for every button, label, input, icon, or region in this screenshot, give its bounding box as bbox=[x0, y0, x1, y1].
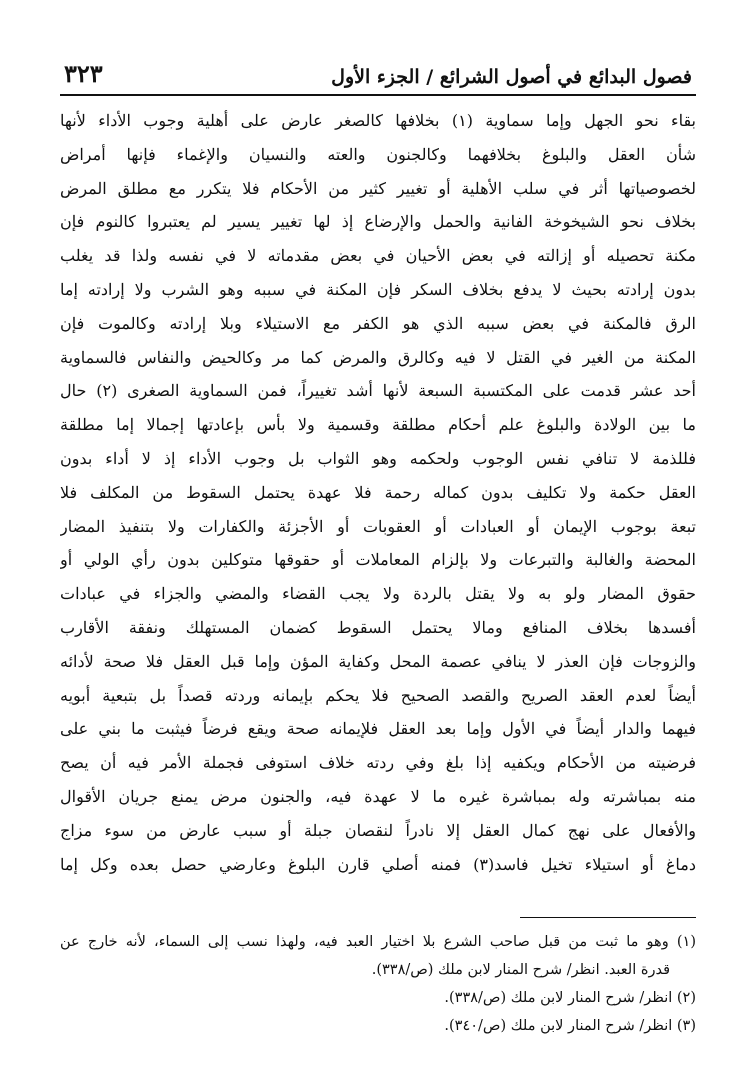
footnote-line: قدرة العبد. انظر/ شرح المنار لابن ملك (ص/٣٣٨). bbox=[371, 962, 670, 979]
page-number: ٣٢٣ bbox=[64, 59, 103, 88]
text-line: المكنة من الغير في القتل لا فيه وكالرق والمرض كما مر وكالحيض والنفاس فالسماوية bbox=[60, 347, 696, 367]
running-header-title: فصول البدائع في أصول الشرائع / الجزء الأول bbox=[331, 66, 692, 88]
text-line: المحضة والغالبة والتبرعات ولا بإلزام المعاملات أو حقوقها متوكلين بدون رأي الولي أو bbox=[60, 550, 696, 570]
text-line: أحد عشر قدمت على المكتسبة السبعة لأنها أشد تغييراً، فمن السماوية الصغرى (٢) حال bbox=[60, 381, 696, 401]
text-line: بقاء نحو الجهل وإما سماوية (١) بخلافها كالصغر عارض على أهلية وجوب الأداء لأنها bbox=[60, 111, 696, 130]
running-header bbox=[60, 48, 696, 88]
text-line: العقل حكمة ولا تكليف بدون كماله رحمة فلا عهدة يحتمل السقوط من المكلف فلا bbox=[60, 482, 696, 502]
text-line: دماغ أو استيلاء تخيل فاسد(٣) فمنه أصلي قارن البلوغ وعارضي حصل بعده وكل إما bbox=[60, 854, 696, 874]
text-line: والأفعال على نهج كمال العقل إلا نادراً لنقصان جبلة أو سبب عارض من سوء مزاج bbox=[60, 820, 696, 840]
text-line: تبعة بوجوب الإيمان أو العبادات أو العقوبات أو الأجزئة والكفارات ولا بتنفيذ المضار bbox=[60, 516, 696, 536]
text-line: الرق فالمكنة في بعض سببه الذي هو الكفر مع الاستيلاء وبلا إرادته وكالموت فإن bbox=[60, 313, 696, 333]
text-line: لخصوصياتها أثر في سلب الأهلية أو تغيير كثير من الأحكام فلا يتكرر مع مطلق المرض bbox=[60, 178, 696, 198]
text-line: فيهما والدار أيضاً في الأول وإما بعد العقل فلإيمانه صحة ويقع فرضاً فيثبت ما بني على bbox=[60, 719, 696, 739]
text-line: حقوق المضار ولو به ولا يقتل بالردة ولا يجب القضاء والمضي والجزاء في عبادات bbox=[60, 584, 696, 604]
text-line: أيضاً لعدم العقد الصريح والقصد الصحيح فلا يحكم بإيمانه وردته قصداً بل بتبعية أبويه bbox=[60, 685, 696, 705]
text-line: منه بمباشرته وله بمباشرة غيره ما لا عهدة فيه، والجنون مرض يمنع جريان الأقوال bbox=[60, 786, 696, 806]
footnote-separator bbox=[520, 917, 696, 918]
text-line: أفسدها بخلاف المنافع ومالا يحتمل السقوط كضمان المستهلك ونفقة الأقارب bbox=[60, 617, 696, 637]
footnotes bbox=[60, 928, 696, 1040]
text-line: فللذمة لا تنافي نفس الوجوب ولحكمه وهو الثواب بل وجوب الأداء إذ لا أداء بدون bbox=[60, 448, 696, 468]
header-rule bbox=[60, 94, 696, 96]
text-line: والزوجات فإن العذر لا ينافي عصمة المحل وكفاية المؤن وإما قبل العقل فلا صحة لأدائه bbox=[60, 651, 696, 671]
text-line: مكنة تحصيله أو إزالته في بعض الأحيان في بعض مقدماته لا في نفسه ولذا قد يغلب bbox=[60, 246, 696, 266]
text-line: بدون إرادته بحيث لا يدفع بخلاف السكر فإن المكنة في سببه وهو الشرب ولا إرادته إما bbox=[60, 279, 696, 299]
text-line: فرضيته من الأحكام ويكفيه إذا بلغ وفي ردته خلاف استوفى فجملة الأمر فيه أن يصح bbox=[60, 753, 696, 773]
main-text bbox=[60, 104, 696, 881]
book-page bbox=[60, 48, 696, 1040]
footnote-line: (١) وهو ما ثبت من قبل صاحب الشرع بلا اختيار العبد فيه، ولهذا نسب إلى السماء، لأنه خارج عن bbox=[60, 934, 696, 951]
text-line: بخلاف نحو الشيخوخة الفانية والحمل والإرضاع إذ لها تغيير يسير لم يعتبروا كالنوم فإن bbox=[60, 212, 696, 232]
text-line: شأن العقل والبلوغ بخلافهما وكالجنون والعته والنسيان والإغماء فإنها أمراض bbox=[60, 144, 696, 164]
footnote-line: (٣) انظر/ شرح المنار لابن ملك (ص/٣٤٠). bbox=[444, 1018, 696, 1035]
text-line: ما بين الولادة والبلوغ علم أحكام مطلقة وقسمية ولا بأس بإعادتها إجمالا إما مطلقة bbox=[60, 415, 696, 435]
footnote-line: (٢) انظر/ شرح المنار لابن ملك (ص/٣٣٨). bbox=[444, 990, 696, 1007]
